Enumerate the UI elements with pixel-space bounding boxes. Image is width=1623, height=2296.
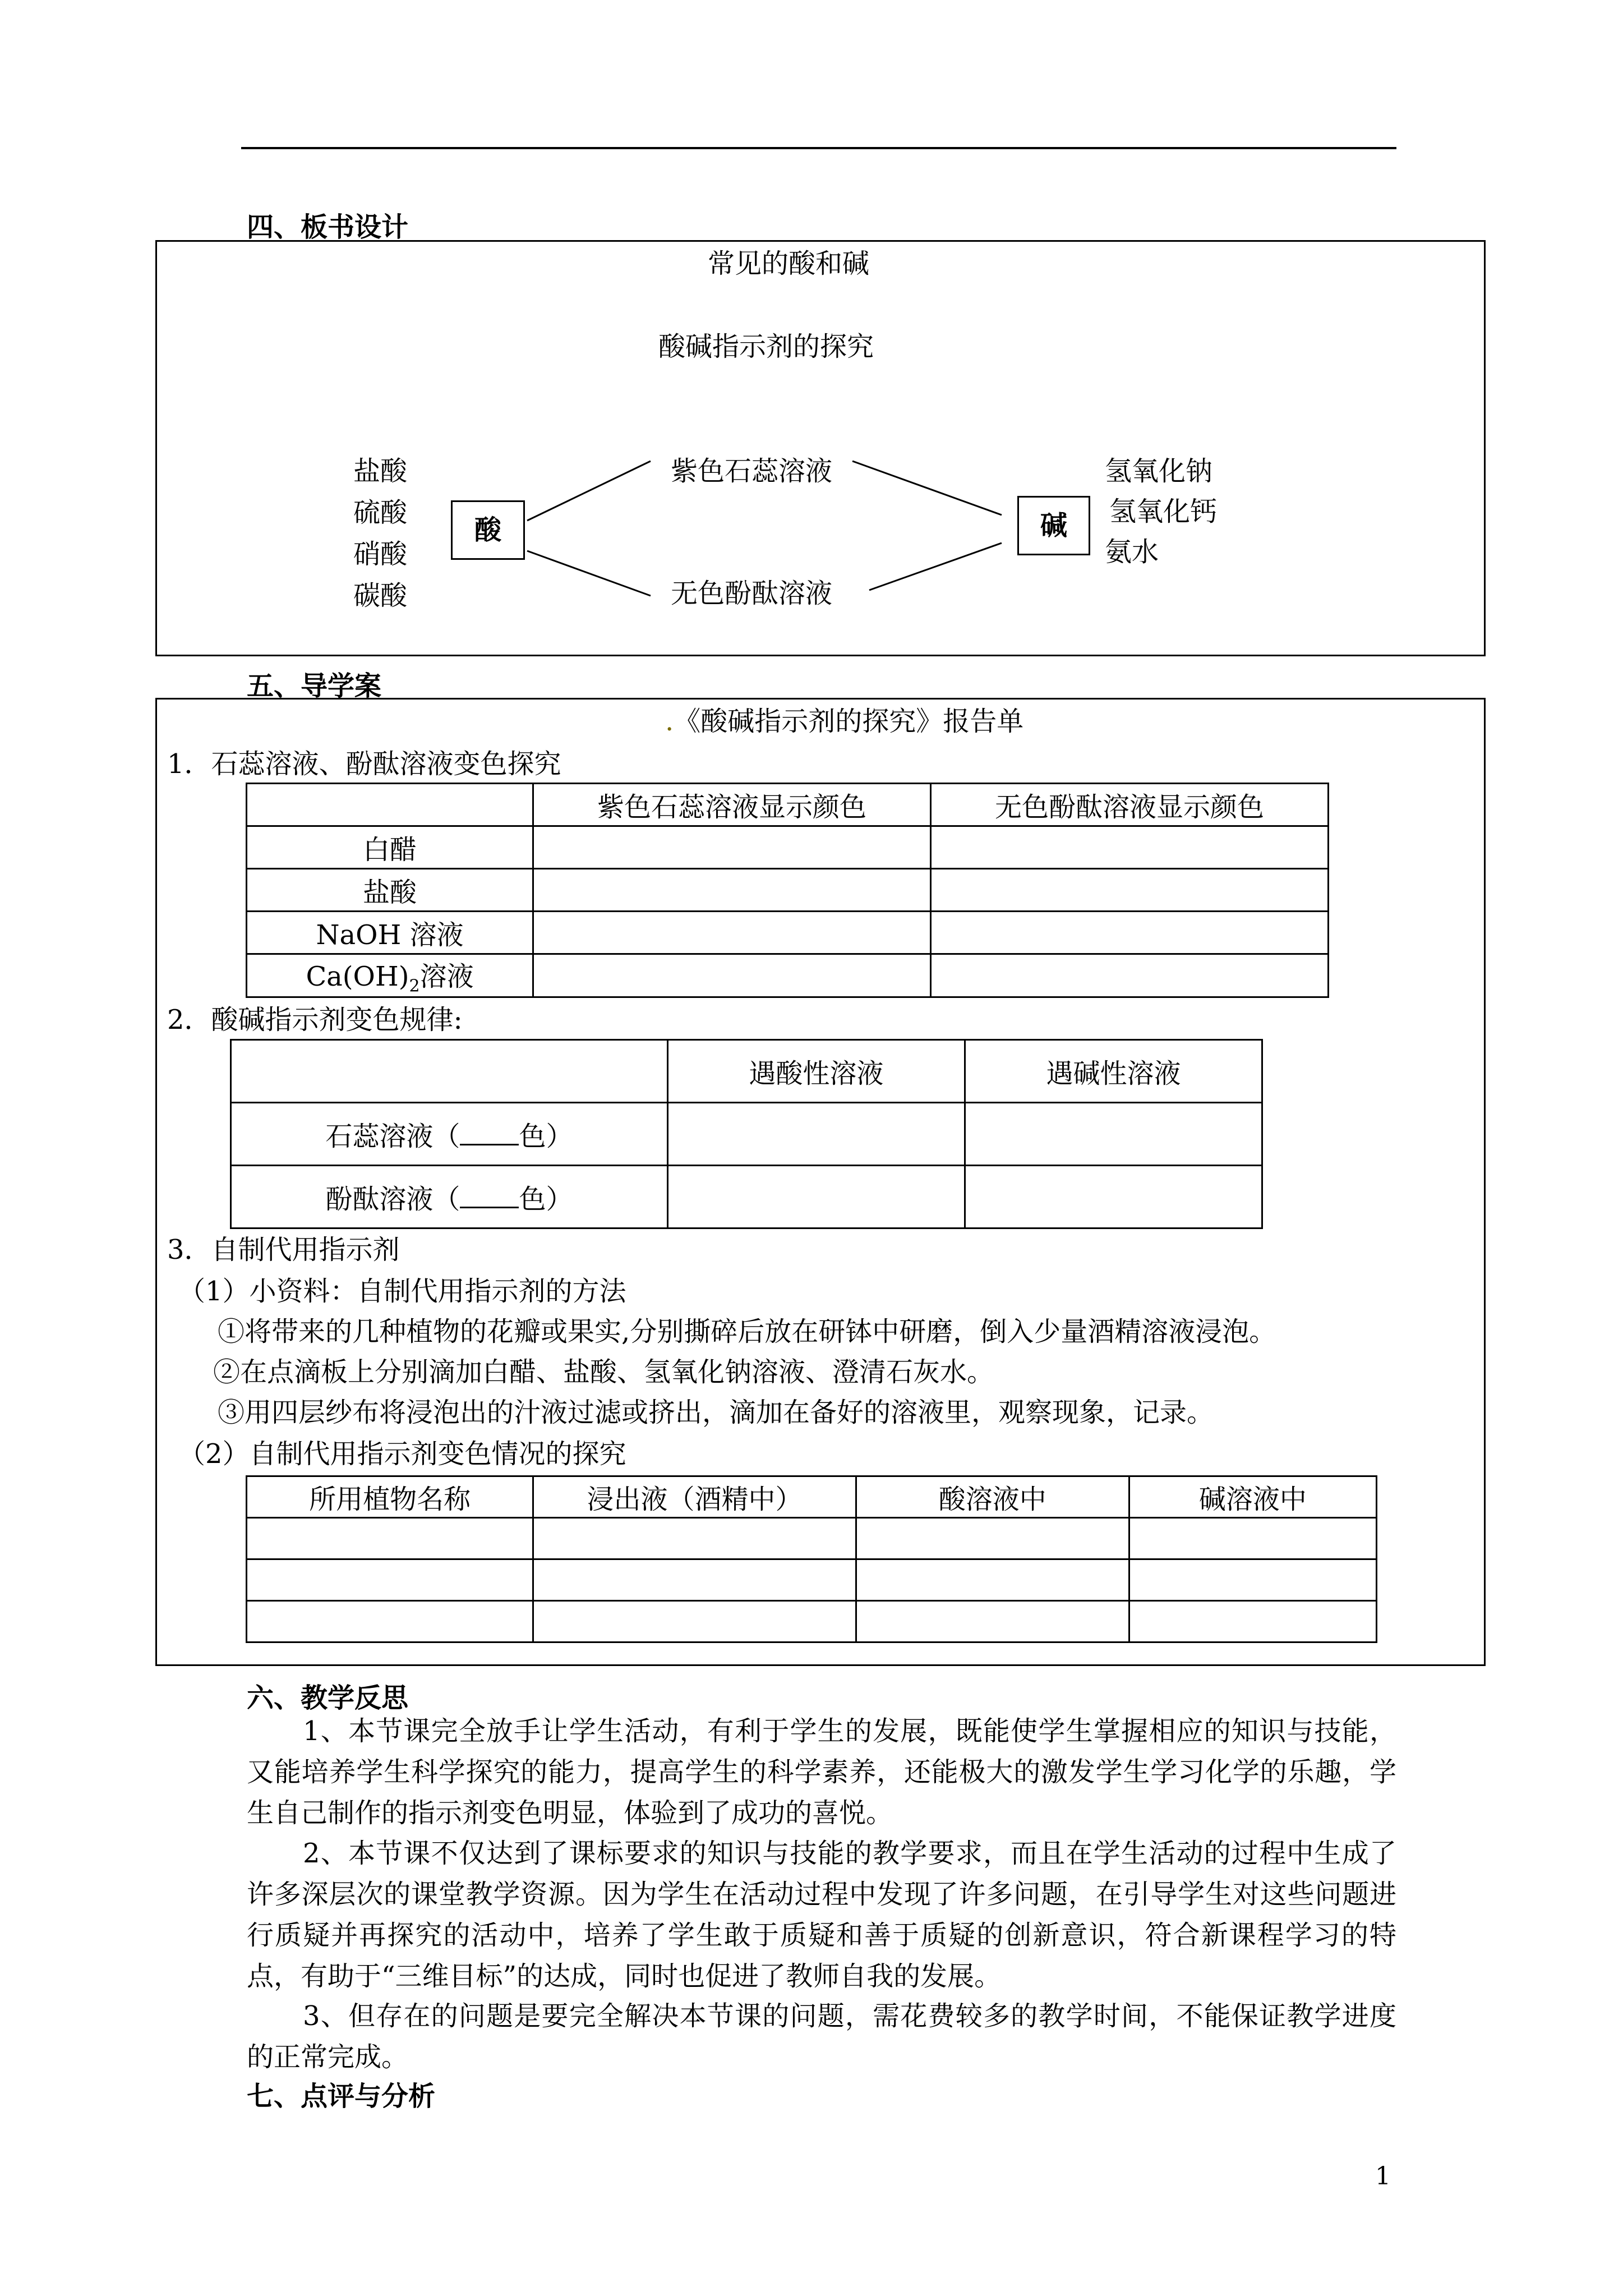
table3-header-extract: 浸出液（酒精中） (533, 1476, 856, 1518)
table3-cell (856, 1601, 1129, 1642)
table2-header-acid: 遇酸性溶液 (667, 1040, 965, 1103)
table2-cell (965, 1166, 1262, 1228)
table2-row-litmus: 石蕊溶液（ 色） (231, 1103, 668, 1166)
reflection-paragraph-1: 1、本节课完全放手让学生活动，有利于学生的发展，既能使学生掌握相应的知识与技能，又能培养学生科学探究的能力，提高学生的科学素养，还能极大的激发学生学习化学的乐趣，学生自己制作的指示剂变色明显，体验到了成功的喜悦。 (247, 1715, 1396, 1829)
table3-cell (1129, 1518, 1376, 1559)
table1-cell (931, 954, 1329, 997)
table3-cell (533, 1601, 856, 1642)
table2-header-base: 遇碱性溶液 (965, 1040, 1262, 1103)
table1-cell (533, 869, 931, 912)
table1-header-blank (247, 784, 533, 826)
acid-hno3: 硝酸 (353, 539, 408, 570)
table3-cell (856, 1518, 1129, 1559)
table1-row-label: 白醋 (247, 826, 533, 869)
section-heading-board: 四、板书设计 (247, 211, 409, 243)
board-subtitle: 酸碱指示剂的探究 (658, 331, 874, 362)
table2-row-phenol: 酚酞溶液（ 色） (231, 1166, 668, 1228)
acid-hcl: 盐酸 (353, 455, 408, 487)
sub2-label: （2）自制代用指示剂变色情况的探究 (178, 1438, 626, 1470)
step-1: ①将带来的几种植物的花瓣或果实,分别撕碎后放在研钵中研磨，倒入少量酒精溶液浸泡。 (218, 1316, 1276, 1347)
page-number: 1 (1375, 2162, 1391, 2191)
table3-cell (533, 1559, 856, 1601)
table1-cell (931, 826, 1329, 869)
table-homemade-indicator (246, 1475, 1377, 1643)
table1-cell (533, 826, 931, 869)
acid-box: 酸 (451, 500, 525, 560)
table1-cell (533, 912, 931, 954)
table2-header-blank (231, 1040, 668, 1103)
step-2: ②在点滴板上分别滴加白醋、盐酸、氢氧化钠溶液、澄清石灰水。 (213, 1356, 994, 1388)
blank-line[interactable] (460, 1184, 519, 1208)
table1-row-label-caoh2: $Ca(OH)_2$溶液 (247, 954, 533, 997)
table2-cell (965, 1103, 1262, 1166)
table1-header-phenol: 无色酚酞溶液显示颜色 (931, 784, 1329, 826)
indicator-litmus: 紫色石蕊溶液 (671, 455, 833, 487)
report-title-text: 《酸碱指示剂的探究》报告单 (674, 706, 1024, 737)
table1-cell (533, 954, 931, 997)
table1-cell (931, 912, 1329, 954)
section-heading-guide: 五、导学案 (247, 670, 382, 702)
blank-line[interactable] (460, 1121, 519, 1145)
acid-h2so4: 硫酸 (353, 497, 408, 528)
reflection-paragraph-2: 2、本节课不仅达到了课标要求的知识与技能的教学要求，而且在学生活动的过程中生成了许多深层次的课堂教学资源。因为学生在活动过程中发现了许多问题，在引导学生对这些问题进行质疑并再探究的活动中，培养了学生敢于质疑和善于质疑的创新意识，符合新课程学习的特点，有助于“三维目标”的达成，同时也促进了教师自我的发展。 (247, 1838, 1396, 1992)
table3-header-plant: 所用植物名称 (247, 1476, 533, 1518)
table3-cell (1129, 1559, 1376, 1601)
base-ammonia: 氨水 (1105, 536, 1159, 568)
section-heading-review: 七、点评与分析 (247, 2081, 436, 2112)
base-caoh2: 氢氧化钙 (1109, 496, 1218, 527)
board-connector-lines (0, 0, 1623, 673)
table2-cell (667, 1103, 965, 1166)
base-box: 碱 (1017, 496, 1090, 555)
indicator-phenolphthalein: 无色酚酞溶液 (671, 578, 833, 609)
reflection-paragraph-3: 3、但存在的问题是要完全解决本节课的问题，需花费较多的教学时间，不能保证教学进度的正常完成。 (247, 2000, 1396, 2073)
table3-cell (247, 1518, 533, 1559)
section-heading-reflection: 六、教学反思 (247, 1682, 409, 1714)
table3-cell (247, 1559, 533, 1601)
item2-label: 2．酸碱指示剂变色规律: (167, 1004, 463, 1036)
acid-h2co3: 碳酸 (353, 580, 408, 611)
table3-header-base: 碱溶液中 (1129, 1476, 1376, 1518)
table1-row-label: 盐酸 (247, 869, 533, 912)
table3-cell (1129, 1601, 1376, 1642)
table1-row-label: NaOH 溶液 (247, 912, 533, 954)
table-indicator-colors (246, 783, 1329, 998)
table3-cell (247, 1601, 533, 1642)
item3-label: 3．自制代用指示剂 (167, 1234, 400, 1266)
table3-cell (533, 1518, 856, 1559)
table3-header-acid: 酸溶液中 (856, 1476, 1129, 1518)
table3-cell (856, 1559, 1129, 1601)
board-title: 常见的酸和碱 (708, 248, 870, 279)
item1-label: 1．石蕊溶液、酚酞溶液变色探究 (167, 748, 561, 780)
table1-cell (931, 869, 1329, 912)
sub1-label: （1）小资料：自制代用指示剂的方法 (178, 1276, 626, 1307)
table2-cell (667, 1166, 965, 1228)
table1-header-litmus: 紫色石蕊溶液显示颜色 (533, 784, 931, 826)
step-3: ③用四层纱布将浸泡出的汁液过滤或挤出，滴加在备好的溶液里，观察现象，记录。 (218, 1397, 1214, 1428)
base-naoh: 氢氧化钠 (1105, 455, 1213, 487)
report-title (665, 708, 1023, 735)
table-indicator-rules (230, 1039, 1263, 1229)
report-dot: . (665, 706, 674, 737)
